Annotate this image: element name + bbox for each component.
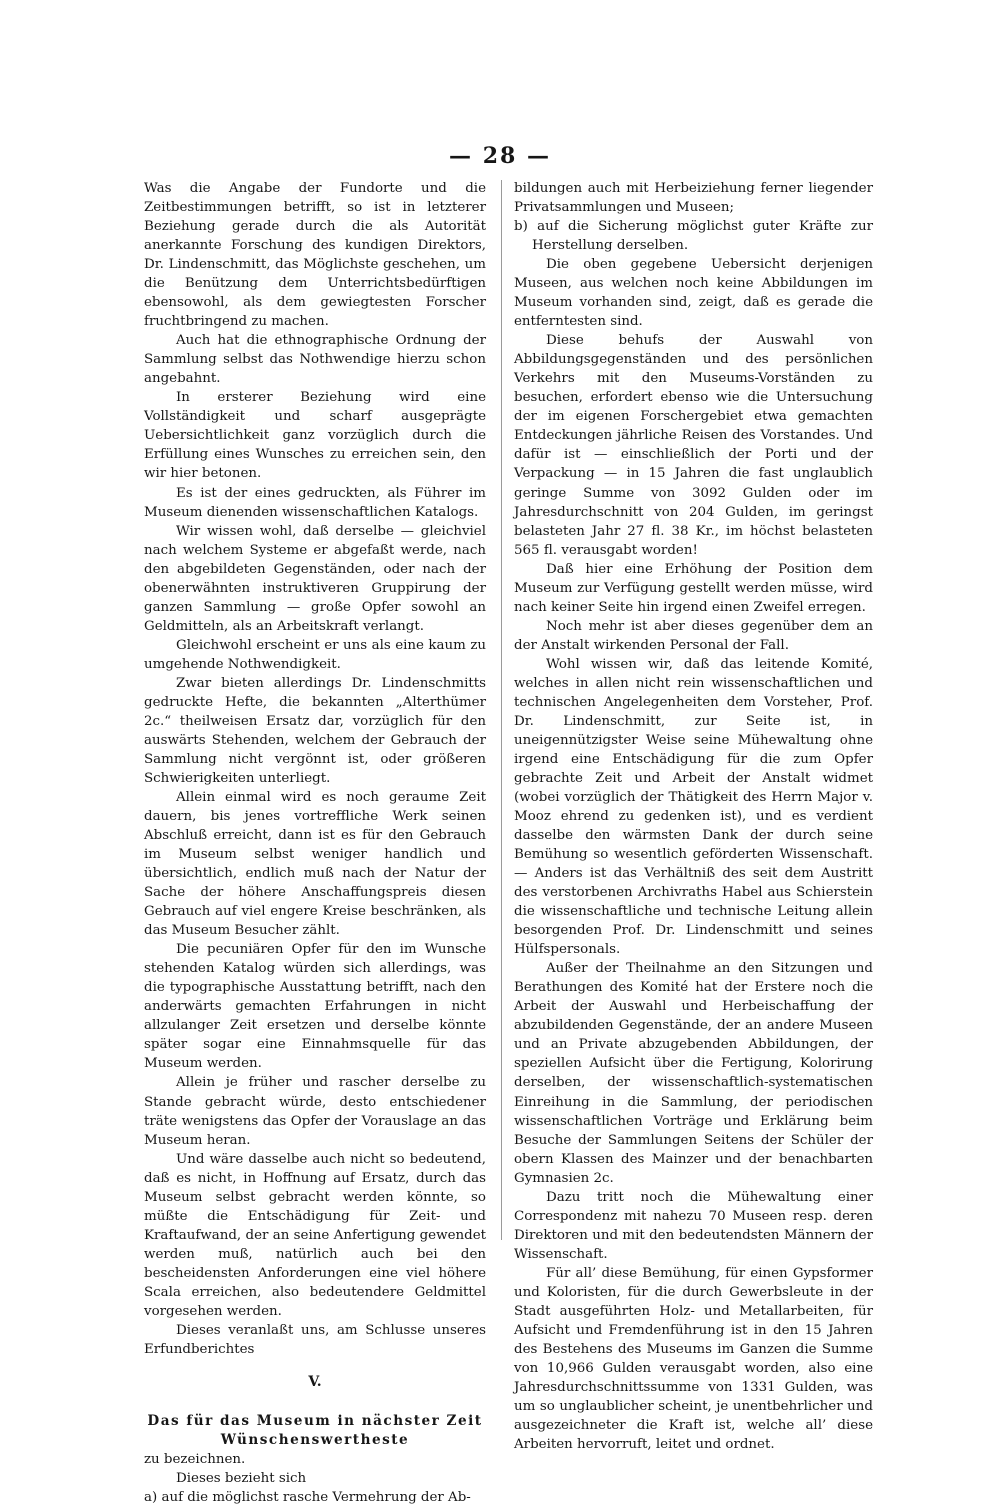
section-title-line-1: Das für das Museum in nächster Zeit bbox=[147, 1412, 483, 1429]
paragraph: Auch hat die ethnographische Ordnung der Sammlung selbst das Nothwendige hierzu schon angebahnt. bbox=[144, 333, 486, 387]
column-divider bbox=[501, 180, 502, 1240]
section-title-line-2: Wünschenswertheste bbox=[220, 1432, 410, 1448]
paragraph: Dazu tritt noch die Mühewaltung einer Correspondenz mit nahezu 70 Museen resp. deren Direktoren und mit den bedeutendsten Männern der Wissenschaft. bbox=[514, 1189, 873, 1262]
left-column bbox=[144, 179, 486, 1507]
paragraph: Allein je früher und rascher derselbe zu Stande gebracht würde, desto entschiedener träte wenigstens das Opfer der Vorauslage an das Museum heran. bbox=[144, 1075, 486, 1148]
paragraph: Die pecuniären Opfer für den im Wunsche stehenden Katalog würden sich allerdings, was die typographische Ausstattung betrifft, nach den anderwärts gemachten Erfahrungen in nicht allzulanger Zeit ersetzen und derselbe könnte später sogar eine Einnahmsquelle für das Museum werden. bbox=[144, 942, 486, 1072]
paragraph: Gleichwohl erscheint er uns als eine kaum zu umgehende Nothwendigkeit. bbox=[144, 637, 486, 672]
paragraph: Wohl wissen wir, daß das leitende Komité, welches in allen nicht rein wissenschaftlichen und technischen Angelegenheiten dem Vorsteher, Prof. Dr. Lindenschmitt, zur Seite ist, in uneigennützigster Weise seine Mühewaltung ohne irgend eine Entschädigung für die zum Opfer gebrachte Zeit und Arbeit der Anstalt widmet (wobei vorzüglich der Thätigkeit des Herrn Major v. Mooz ehrend zu gedenken ist), und es verdient dasselbe den wärmsten Dank der durch seine Bemühung so wesentlich geförderten Wissenschaft. — Anders ist das Verhältniß des seit dem Austritt des verstorbenen Archivraths Habel aus Schierstein die wissenschaftliche und technische Leitung allein besorgenden Prof. Dr. Lindenschmitt und seines Hülfspersonals. bbox=[514, 656, 873, 958]
paragraph: Diese behufs der Auswahl von Abbildungsgegenständen und des persönlichen Verkehrs mit den Museums-Vorständen zu besuchen, erfordert ebenso wie die Untersuchung der im eigenen Forschergebiet etwa gemachten Entdeckungen jährliche Reisen des Vorstandes. Und dafür ist — einschließlich der Porti und der Verpackung — in 15 Jahren die fast unglaublich geringe Summe von 3092 Gulden oder im Jahresdurchschnitt von 204 Gulden, im geringst belasteten Jahr 27 fl. 38 Kr., im höchst belasteten 565 fl. verausgabt worden! bbox=[514, 333, 873, 558]
paragraph: Wir wissen wohl, daß derselbe — gleichviel nach welchem Systeme er abgefaßt werde, nach den abgebildeten Gegenständen, oder nach der obenerwähnten instruktiveren Gruppirung der ganzen Sammlung — große Opfer sowohl an Geldmitteln, als an Arbeitskraft verlangt. bbox=[144, 523, 486, 634]
section-number: V. bbox=[308, 1373, 322, 1390]
paragraph: Außer der Theilnahme an den Sitzungen und Berathungen des Komité hat der Erstere noch die Arbeit der Auswahl und Herbeischaffung der abzubildenden Gegenstände, der an andere Museen und an Private abzugebenden Abbildungen, der speziellen Aufsicht über die Fertigung, Kolorirung derselben, der wissenschaftlich-systematischen Einreihung in die Sammlung, der periodischen wissenschaftlichen Vorträge und Erklärung beim Besuche der Sammlungen Seitens der Schüler der obern Klassen des Mainzer und der benachbarten Gymnasien 2c. bbox=[514, 961, 873, 1186]
paragraph: Für all’ diese Bemühung, für einen Gypsformer und Koloristen, für die durch Gewerbsleute in der Stadt ausgeführten Holz- und Metallarbeiten, für Aufsicht und Fremdenführung ist in den 15 Jahren des Bestehens des Museums im Ganzen die Summe von 10,966 Gulden verausgabt worden, also eine Jahresdurchschnittssumme von 1331 Gulden, was um so unglaublicher scheint, je unentbehrlicher und ausgezeichneter die Kraft ist, welche all’ diese Arbeiten hervorruft, leitet und ordnet. bbox=[514, 1265, 873, 1453]
page-number: — 28 — bbox=[449, 143, 551, 169]
paragraph: Und wäre dasselbe auch nicht so bedeutend, daß es nicht, in Hoffnung auf Ersatz, durch das Museum selbst gebracht werden könnte, so müßte die Entschädigung für Zeit- und Kraftaufwand, der an seine Anfertigung gewendet werden muß, natürlich auch bei den bescheidensten Anforderungen eine viel höhere Scala erreichen, also bedeutendere Geldmittel vorgesehen werden. bbox=[144, 1151, 486, 1319]
paragraph: Allein einmal wird es noch geraume Zeit dauern, bis jenes vortreffliche Werk seinen Abschluß erreicht, dann ist es für den Gebrauch im Museum selbst weniger handlich und übersichtlich, endlich muß nach der Natur der Sache der höhere Anschaffungspreis diesen Gebrauch auf viel engere Kreise beschränken, als das Museum Besucher zählt. bbox=[144, 790, 486, 939]
right-column bbox=[514, 179, 873, 1454]
paragraph: Noch mehr ist aber dieses gegenüber dem an der Anstalt wirkenden Personal der Fall. bbox=[514, 618, 873, 653]
paragraph: In ersterer Beziehung wird eine Vollständigkeit und scharf ausgeprägte Uebersichtlichkeit ganz vorzüglich durch die Erfüllung eines Wunsches zu erreichen sein, den wir hier betonen. bbox=[144, 390, 486, 482]
paragraph: Zwar bieten allerdings Dr. Lindenschmitts gedruckte Hefte, die bekannten „Alterthümer 2c.“ theilweisen Ersatz dar, vorzüglich für den auswärts Stehenden, welchem der Gebrauch der Sammlung nicht vergönnt ist, oder größeren Schwierigkeiten unterliegt. bbox=[144, 675, 486, 786]
list-item-a: a) auf die möglichst rasche Vermehrung der Ab- bbox=[144, 1490, 471, 1506]
paragraph: Was die Angabe der Fundorte und die Zeitbestimmungen betrifft, so ist in letzterer Beziehung gerade durch die als Autorität anerkannte Forschung des kundigen Direktors, Dr. Lindenschmitt, das Möglichste geschehen, um die Benützung dem Unterrichtsbedürftigen ebensowohl, als dem gewiegtesten Forscher fruchtbringend zu machen. bbox=[144, 181, 486, 330]
paragraph: Es ist der eines gedruckten, als Führer im Museum dienenden wissenschaftlichen Katalogs. bbox=[144, 485, 486, 520]
paragraph: Dieses veranlaßt uns, am Schlusse unseres Erfundberichtes bbox=[144, 1322, 486, 1357]
paragraph: Daß hier eine Erhöhung der Position dem Museum zur Verfügung gestellt werden müsse, wird nach keiner Seite hin irgend einen Zweifel erregen. bbox=[514, 561, 873, 615]
list-item-b: b) auf die Sicherung möglichst guter Kräfte zur Herstellung derselben. bbox=[514, 219, 873, 254]
paragraph: bildungen auch mit Herbeiziehung ferner liegender Privatsammlungen und Museen; bbox=[514, 181, 873, 216]
paragraph: Dieses bezieht sich bbox=[176, 1471, 307, 1487]
paragraph: Die oben gegebene Uebersicht derjenigen Museen, aus welchen noch keine Abbildungen im Museum vorhanden sind, zeigt, daß es gerade die entferntesten sind. bbox=[514, 257, 873, 330]
paragraph: zu bezeichnen. bbox=[144, 1452, 246, 1468]
